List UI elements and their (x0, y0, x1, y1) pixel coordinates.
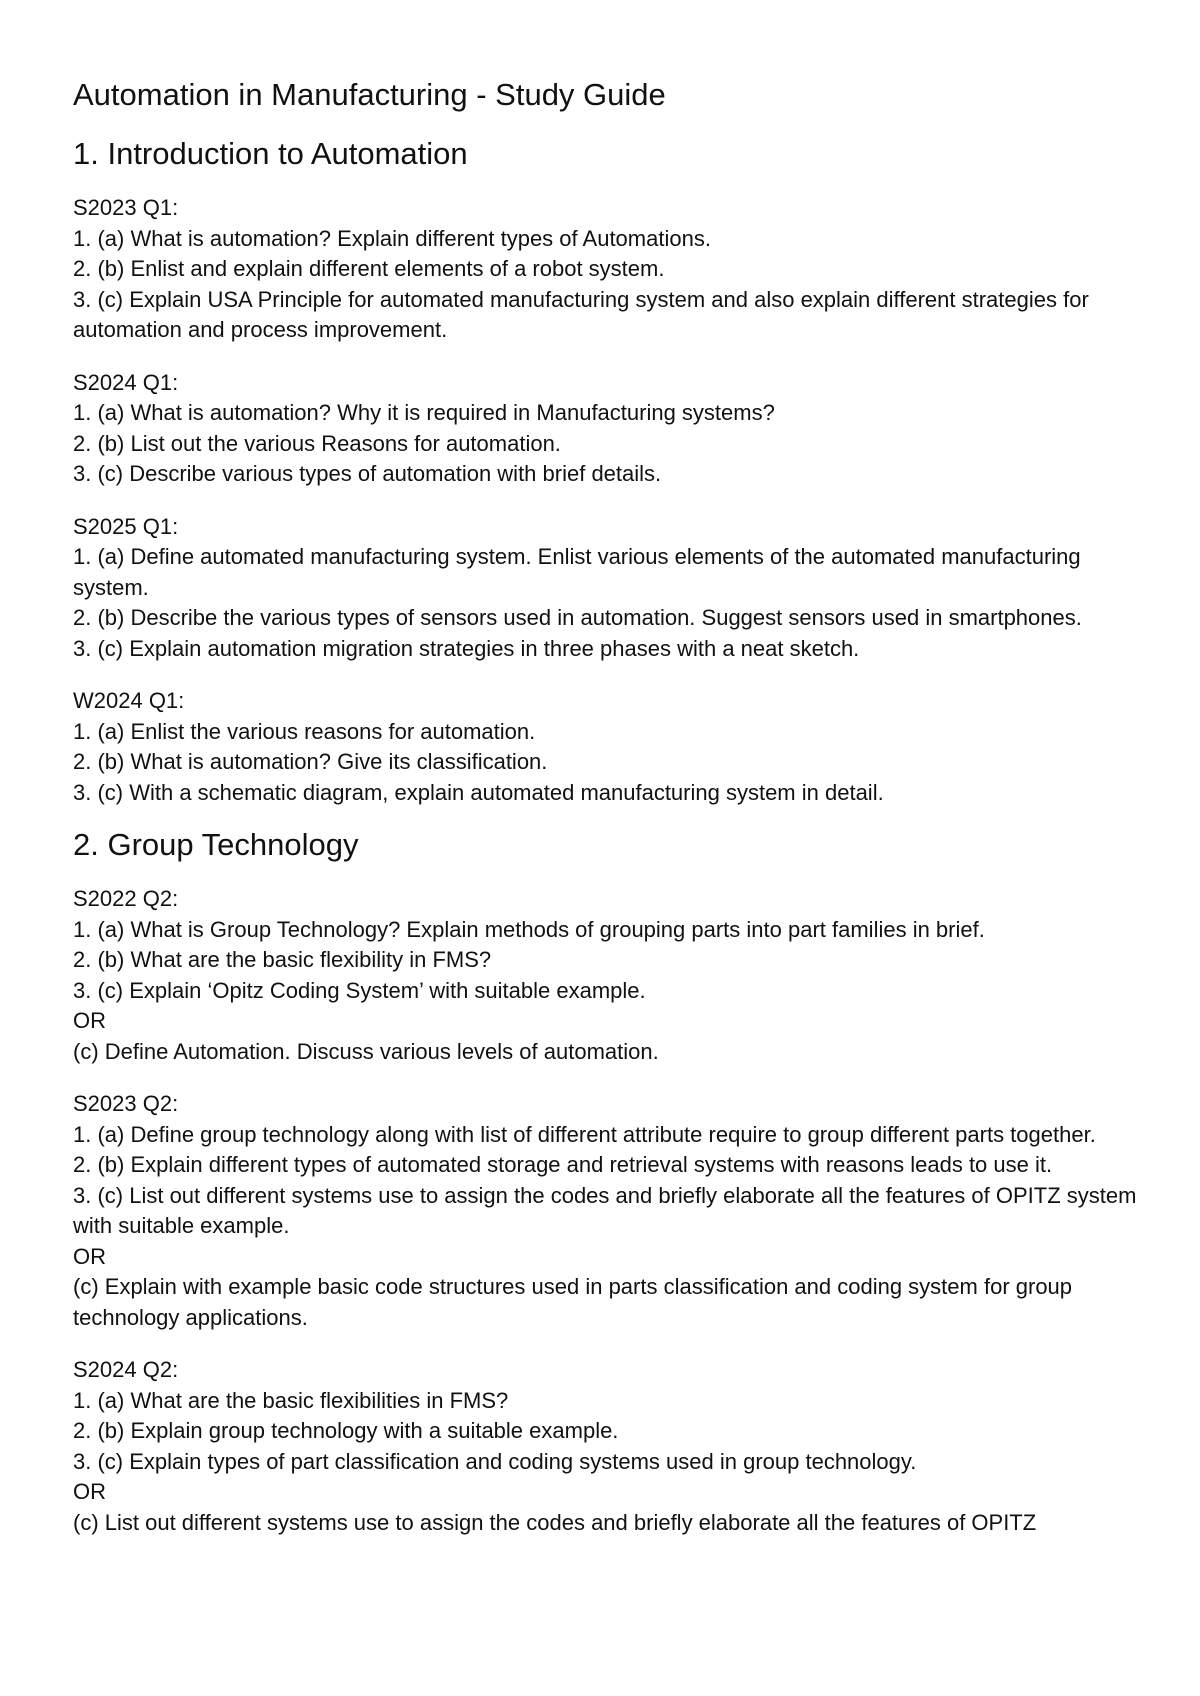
or-separator: OR (73, 1243, 106, 1269)
question-block-heading: S2024 Q2: (73, 1357, 179, 1382)
question-line: 1. (a) What is automation? Explain different types of Automations. (73, 225, 711, 251)
question-line: 1. (a) Define automated manufacturing system. Enlist various elements of the automated manufacturing system. (73, 544, 1081, 600)
question-line: 2. (b) Enlist and explain different elements of a robot system. (73, 256, 665, 281)
question-line: 2. (b) List out the various Reasons for automation. (73, 430, 561, 456)
question-line: 1. (a) Define group technology along with list of different attribute require to group different parts together. (73, 1121, 1096, 1147)
question-line: 3. (c) List out different systems use to assign the codes and briefly elaborate all the features of OPITZ system with suitable example. (73, 1182, 1137, 1238)
question-line: 1. (a) What is Group Technology? Explain methods of grouping parts into part families in brief. (73, 916, 985, 942)
question-line: 1. (a) What is automation? Why it is required in Manufacturing systems? (73, 400, 775, 425)
question-line: 3. (c) Explain USA Principle for automated manufacturing system and also explain different strategies for automation and process improvement. (73, 286, 1089, 342)
question-block-s2024-q2 (73, 1355, 1143, 1538)
question-block-s2023-q2 (73, 1089, 1143, 1333)
question-line: (c) List out different systems use to assign the codes and briefly elaborate all the features of OPITZ (73, 1509, 1037, 1535)
question-line: 3. (c) Explain ‘Opitz Coding System’ with suitable example. (73, 977, 646, 1003)
question-block-s2022-q2 (73, 884, 1143, 1067)
question-block-heading: S2023 Q2: (73, 1091, 179, 1116)
question-block-s2023-q1 (73, 193, 1143, 346)
document-title: Automation in Manufacturing - Study Guide (73, 77, 666, 112)
or-separator: OR (73, 1479, 106, 1504)
question-block-heading: S2022 Q2: (73, 886, 179, 911)
question-line: 1. (a) What are the basic flexibilities in FMS? (73, 1387, 509, 1413)
question-block-heading: W2024 Q1: (73, 688, 185, 713)
question-line: (c) Explain with example basic code structures used in parts classification and coding system for group technology applications. (73, 1274, 1073, 1330)
section-title-group-technology: 2. Group Technology (73, 827, 359, 862)
question-block-s2025-q1 (73, 512, 1143, 665)
question-line: 3. (c) Explain types of part classification and coding systems used in group technology. (73, 1448, 917, 1474)
question-line: (c) Define Automation. Discuss various levels of automation. (73, 1038, 659, 1064)
question-line: 2. (b) Describe the various types of sensors used in automation. Suggest sensors used in smartphones. (73, 605, 1082, 630)
question-line: 2. (b) Explain different types of automated storage and retrieval systems with reasons leads to use it. (73, 1152, 1053, 1177)
or-separator: OR (73, 1008, 106, 1033)
question-line: 3. (c) Explain automation migration strategies in three phases with a neat sketch. (73, 635, 860, 661)
question-block-heading: S2025 Q1: (73, 513, 179, 539)
question-block-heading: S2024 Q1: (73, 369, 179, 395)
question-block-heading: S2023 Q1: (73, 195, 179, 220)
question-line: 1. (a) Enlist the various reasons for automation. (73, 718, 536, 744)
question-block-s2024-q1 (73, 368, 1143, 490)
question-line: 2. (b) What are the basic flexibility in FMS? (73, 947, 492, 972)
question-line: 3. (c) Describe various types of automation with brief details. (73, 461, 662, 486)
section-title-introduction: 1. Introduction to Automation (73, 136, 468, 171)
question-block-w2024-q1 (73, 686, 1143, 808)
question-line: 2. (b) Explain group technology with a suitable example. (73, 1418, 619, 1443)
question-line: 3. (c) With a schematic diagram, explain automated manufacturing system in detail. (73, 779, 884, 805)
question-line: 2. (b) What is automation? Give its classification. (73, 749, 548, 774)
document-page (73, 74, 1143, 1560)
